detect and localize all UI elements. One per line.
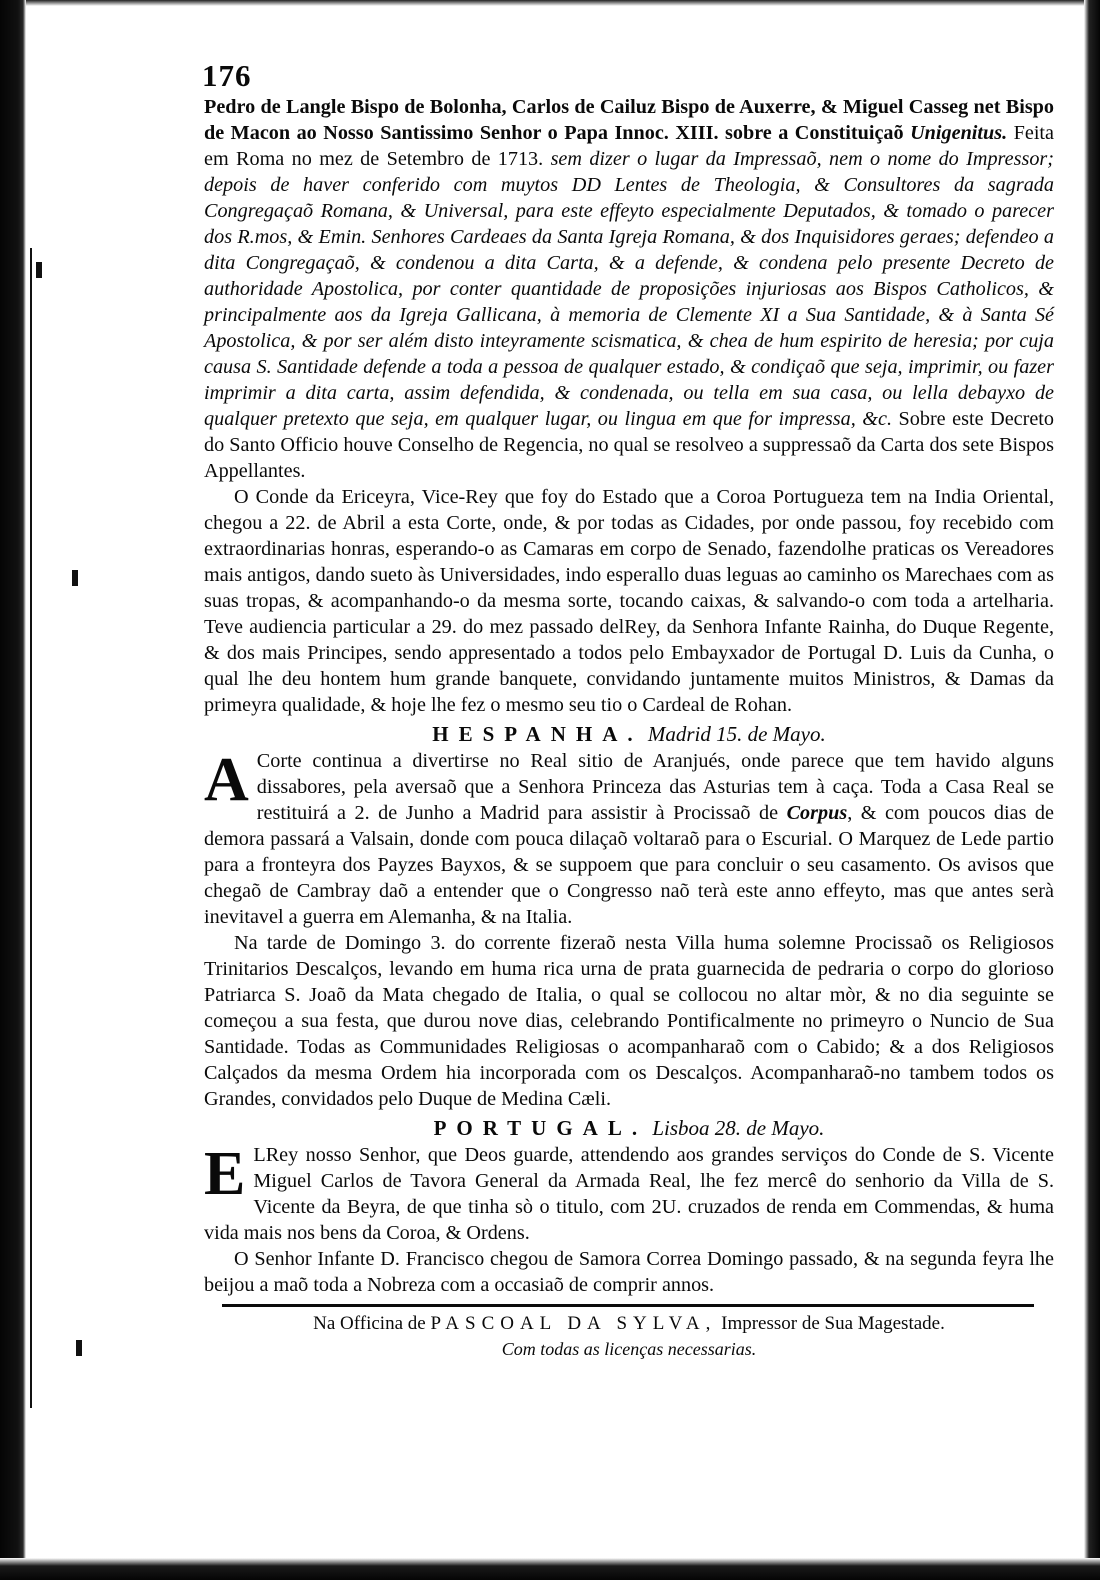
- scan-bottom-edge: [0, 1558, 1100, 1580]
- printer-name: PASCOAL DA SYLVA,: [430, 1313, 717, 1334]
- section-title: PORTUGAL.: [433, 1116, 648, 1140]
- footer-rule: [222, 1304, 1034, 1307]
- hespanha-text-b: , & com poucos dias de demora passará a Valsain, donde com pouca dilaçaõ voltaraõ para o Escurial. O Marquez de Lede partio para a fronteyra dos Payzes Bayxos, & se suppoem que para concluir o seu casamento. Os avisos que chegaõ de Cambray daõ a entender que o Congresso naõ terà este anno effeyto, mas que antes serà inevitavel a guerra em Alemanha, & na Italia.: [204, 802, 1054, 928]
- decree-line-2: net Bispo de Macon ao Nosso Santissimo Senhor o Papa Innoc. XIII. sobre a Constituiçaõ: [204, 96, 1054, 144]
- scan-right-edge: [1084, 0, 1100, 1580]
- decree-body: sem dizer o lugar da Impressaõ, nem o nome do Impressor; depois de haver conferido com muytos DD Lentes de Theologia, & Consultores da sagrada Congregaçaõ Romana, & Universal, para este effeyto especialmente Deputados, & tomado o parecer dos R.mos, & Emin. Senhores Cardeaes da Santa Igreja Romana, & dos Inquisidores geraes; defendeo a dita Congregaçaõ, & condenou a dita Carta, & a defende, & condena pelo presente Decreto de authoridade Apostolica, por conter quantidade de proposições injuriosas aos Bispos Catholicos, & principalmente aos da Igreja Gallicana, à memoria de Clemente XI a Sua Santidade, & à Santa Sé Apostolica, & por ser além disto inteyramente scismatica, & chea de hum espirito de heresia; por cuja causa S. Santidade defende a toda a pessoa de qualquer estado, & condiçaõ que seja, imprimir, ou fazer imprimir a dita carta, assim defendida, & condenada, ou tella em sua casa, ou lella debayxo de qualquer pretexto que seja, em qualquer lugar, ou lingua em que for impressa, &c.: [204, 148, 1054, 430]
- decree-line-1: Pedro de Langle Bispo de Bolonha, Carlos de Cailuz Bispo de Auxerre, & Miguel Casseg: [204, 96, 969, 118]
- imprint-prefix: Na Officina de: [313, 1313, 431, 1334]
- section-dateline: Lisboa 28. de Mayo.: [652, 1116, 825, 1140]
- page-number: 176: [202, 58, 252, 93]
- drop-cap-initial: E: [204, 1140, 246, 1208]
- margin-mark: [36, 262, 42, 278]
- portugal-text: LRey nosso Senhor, que Deos guarde, attendendo aos grandes serviços do Conde de S. Vicente Miguel Carlos de Tavora General da Armada Real, lhe fez mercê do senhorio da Villa de S. Vicente da Beyra, de que tinha sò o titulo, com 2U. cruzados de renda em Commendas, & huma vida mais nos bens da Coroa, & Ordens.: [204, 1144, 1054, 1244]
- scan-top-edge: [0, 0, 1100, 6]
- decree-paragraph: [204, 94, 1054, 484]
- section-dateline: Madrid 15. de Mayo.: [647, 722, 826, 746]
- decree-constitution: Unigenitus.: [910, 122, 1008, 144]
- decree-date: Feita em Roma no mez de Setembro de 1713.: [204, 122, 1054, 170]
- hespanha-heading: [204, 720, 1054, 748]
- licenses-line: Com todas as licenças necessarias.: [501, 1339, 757, 1359]
- drop-cap-initial: A: [204, 746, 249, 814]
- section-title: HESPANHA.: [432, 722, 643, 746]
- portugal-paragraph-1: [204, 1142, 1054, 1246]
- hespanha-text-a: Corte continua a divertirse no Real sitio de Aranjués, onde parece que tem havido alguns dissabores, pela aversaõ que a Senhora Princeza das Asturias tem à caça. Toda a Casa Real se restituirá a 2. de Junho a Madrid para assistir à Procissaõ de: [256, 750, 1054, 824]
- margin-mark: [76, 1340, 82, 1356]
- gazette-page: [204, 58, 1054, 1361]
- ericeira-paragraph: O Conde da Ericeyra, Vice-Rey que foy do Estado que a Coroa Portugueza tem na India Oriental, chegou a 22. de Abril a esta Corte, onde, & por todas as Cidades, por onde passou, foy recebido com extraordinarias honras, esperando-o as Camaras em corpo de Senado, fazendolhe praticas os Vereadores mais antigos, dando sueto às Universidades, indo esperallo duas leguas ao caminho os Marechaes com as suas tropas, & acompanhando-o da mesma sorte, tocando caixas, & salvando-o com toda a artelharia. Teve audiencia particular a 29. do mez passado delRey, da Senhora Infante Rainha, do Duque Regente, & dos mais Principes, sendo appresentado a todos pelo Embayxador de Portugal D. Luis da Cunha, o qual lhe deu hontem hum grande banquete, convidando juntamente muitos Ministros, & Damas da primeyra qualidade, & hoje lhe fez o mesmo seu tio o Cardeal de Rohan.: [204, 486, 1054, 716]
- imprint-line: [204, 1311, 1054, 1337]
- corpus-word: Corpus: [786, 802, 848, 824]
- portugal-paragraph-2: O Senhor Infante D. Francisco chegou de Samora Correa Domingo passado, & na segunda feyra lhe beijou a maõ toda a Nobreza com a occasiaõ de comprir annos.: [204, 1248, 1054, 1296]
- portugal-heading: [204, 1114, 1054, 1142]
- imprint-suffix: Impressor de Sua Magestade.: [716, 1313, 945, 1334]
- hespanha-paragraph-1: [204, 748, 1054, 930]
- hespanha-paragraph-2: Na tarde de Domingo 3. do corrente fizeraõ nesta Villa huma solemne Procissaõ os Religiosos Trinitarios Descalços, levando em huma rica urna de prata guarnecida de pedraria o corpo do glorioso Patriarca S. Joaõ da Mata chegado de Italia, o qual se collocou no altar mòr, & no dia seguinte se começou a sua festa, que durou nove dias, celebrando Pontificalmente no primeyro o Nuncio de Sua Santidade. Todas as Communidades Religiosas o acompanharaõ com o Cabido; & a dos Religiosos Calçados da mesma Ordem hia incorporada com os Descalços. Acompanharaõ-no tambem todos os Grandes, convidados pelo Duque de Medina Cæli.: [204, 932, 1054, 1110]
- decree-closing: Sobre este Decreto do Santo Officio houve Conselho de Regencia, no qual se resolveo a suppressaõ da Carta dos sete Bispos Appellantes.: [204, 408, 1054, 482]
- margin-rule: [30, 248, 32, 1408]
- margin-mark: [72, 570, 78, 586]
- scan-left-edge: [0, 0, 26, 1580]
